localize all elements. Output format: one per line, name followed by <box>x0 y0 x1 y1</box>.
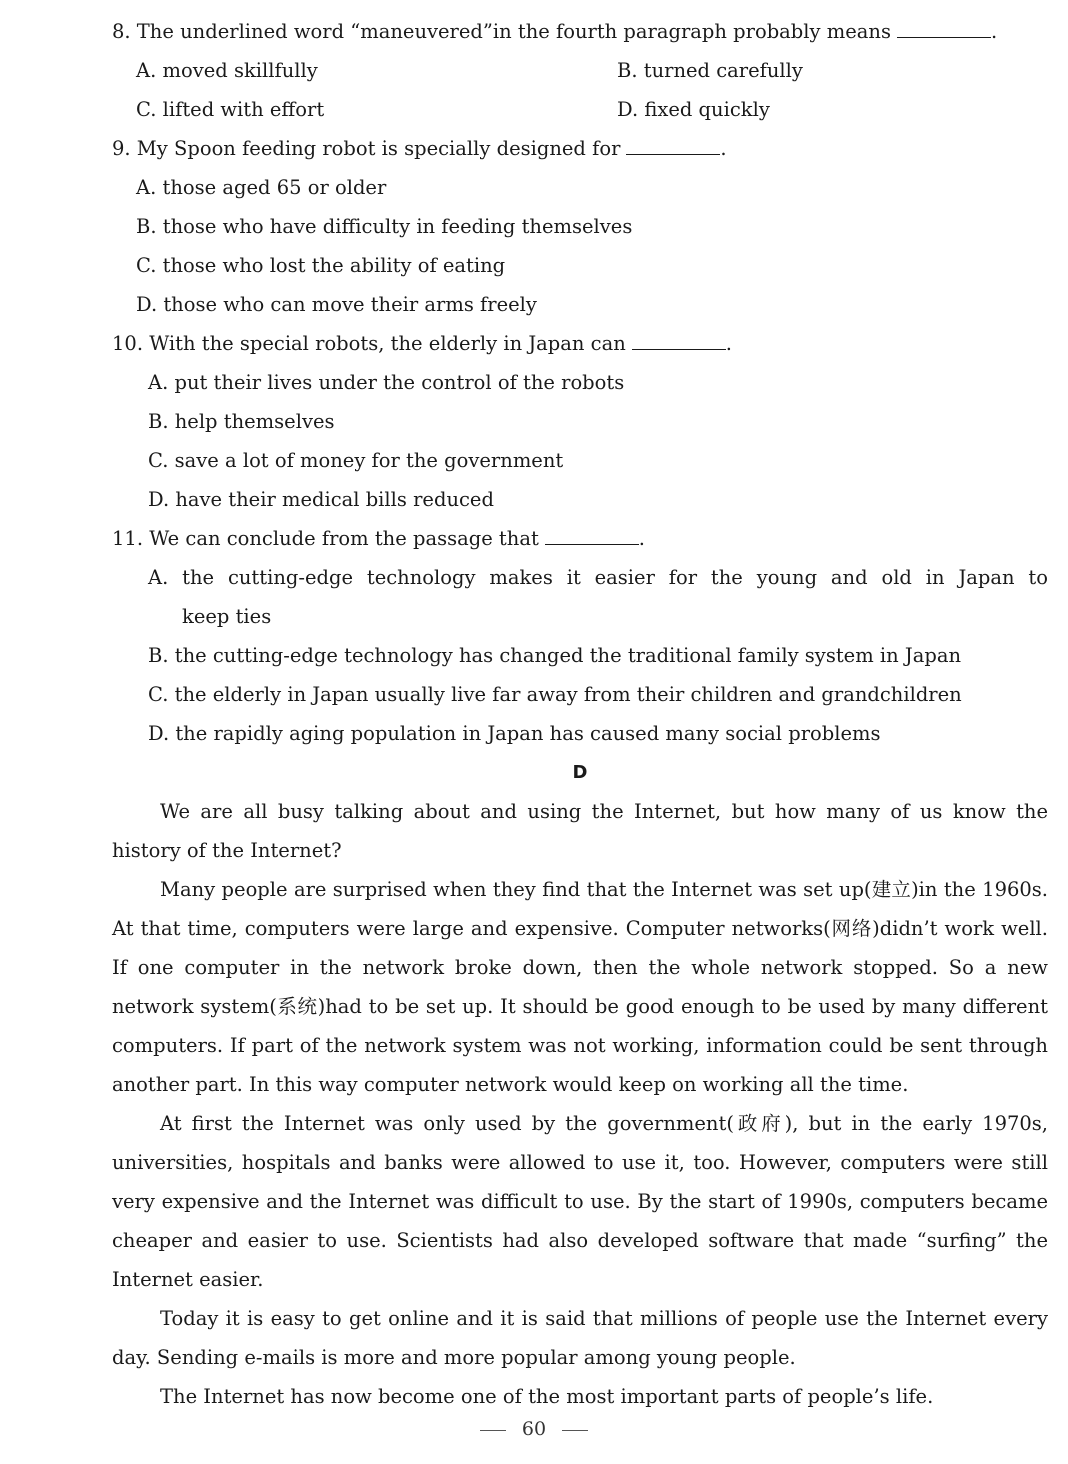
option-c: C. save a lot of money for the government <box>148 449 564 472</box>
question-stem: 9. My Spoon feeding robot is specially designed for <box>112 137 621 160</box>
option-b: B. the cutting-edge technology has changed the traditional family system in Japan <box>148 644 962 667</box>
question-9: 9. My Spoon feeding robot is specially designed for . <box>112 129 1048 168</box>
option-a: A. the cutting-edge technology makes it easier for the young and old in Japan to <box>148 566 1048 589</box>
question-8: 8. The underlined word “maneuvered”in the fourth paragraph probably means . <box>112 12 1048 51</box>
worksheet-page <box>112 12 1048 1416</box>
option-d: D. have their medical bills reduced <box>148 488 494 511</box>
passage-paragraph: We are all busy talking about and using the Internet, but how many of us know the history of the Internet? <box>112 800 1048 862</box>
option-d: D. those who can move their arms freely <box>136 293 537 316</box>
option-b: B. those who have difficulty in feeding themselves <box>136 215 633 238</box>
options-row <box>112 90 1048 129</box>
passage-paragraph: At first the Internet was only used by the government(政府), but in the early 1970s, universities, hospitals and banks were allowed to use it, too. However, computers were still very expensive and the Internet was difficult to use. By the start of 1990s, computers became cheaper and easier to use. Scientists had also developed software that made “surfing” the Internet easier. <box>112 1112 1048 1291</box>
passage-paragraph: The Internet has now become one of the most important parts of people’s life. <box>160 1385 934 1408</box>
answer-blank <box>897 15 991 38</box>
option-c: C. lifted with effort <box>136 98 325 121</box>
question-stem: 8. The underlined word “maneuvered”in the fourth paragraph probably means <box>112 20 891 43</box>
page-footer <box>0 1418 1068 1440</box>
answer-blank <box>545 522 639 545</box>
page-number: 60 <box>521 1418 547 1440</box>
divider <box>562 1430 588 1431</box>
option-d: D. fixed quickly <box>617 98 770 121</box>
option-d: D. the rapidly aging population in Japan has caused many social problems <box>148 722 881 745</box>
answer-blank <box>632 327 726 350</box>
question-stem: 11. We can conclude from the passage that <box>112 527 539 550</box>
divider <box>480 1430 506 1431</box>
question-11: 11. We can conclude from the passage that . <box>112 519 1048 558</box>
question-10: 10. With the special robots, the elderly in Japan can . <box>112 324 1048 363</box>
option-a: A. moved skillfully <box>136 59 318 82</box>
option-b: B. help themselves <box>148 410 335 433</box>
passage-paragraph: Many people are surprised when they find that the Internet was set up(建立)in the 1960s. At that time, computers were large and expensive. Computer networks(网络)didn’t work well. If one computer in the network broke down, then the whole network stopped. So a new network system(系统)had to be set up. It should be good enough to be used by many different computers. If part of the network system was not working, information could be sent through another part. In this way computer network would keep on working all the time. <box>112 878 1048 1096</box>
option-a: A. those aged 65 or older <box>136 176 387 199</box>
option-a-continued: keep ties <box>182 605 272 628</box>
option-c: C. the elderly in Japan usually live far away from their children and grandchildren <box>148 683 962 706</box>
options-row <box>112 51 1048 90</box>
answer-blank <box>626 132 720 155</box>
question-stem: 10. With the special robots, the elderly in Japan can <box>112 332 626 355</box>
passage-paragraph: Today it is easy to get online and it is said that millions of people use the Internet every day. Sending e-mails is more and more popular among young people. <box>112 1307 1048 1369</box>
option-b: B. turned carefully <box>617 59 803 82</box>
option-a: A. put their lives under the control of the robots <box>148 371 625 394</box>
section-heading: D <box>572 762 588 783</box>
option-c: C. those who lost the ability of eating <box>136 254 506 277</box>
